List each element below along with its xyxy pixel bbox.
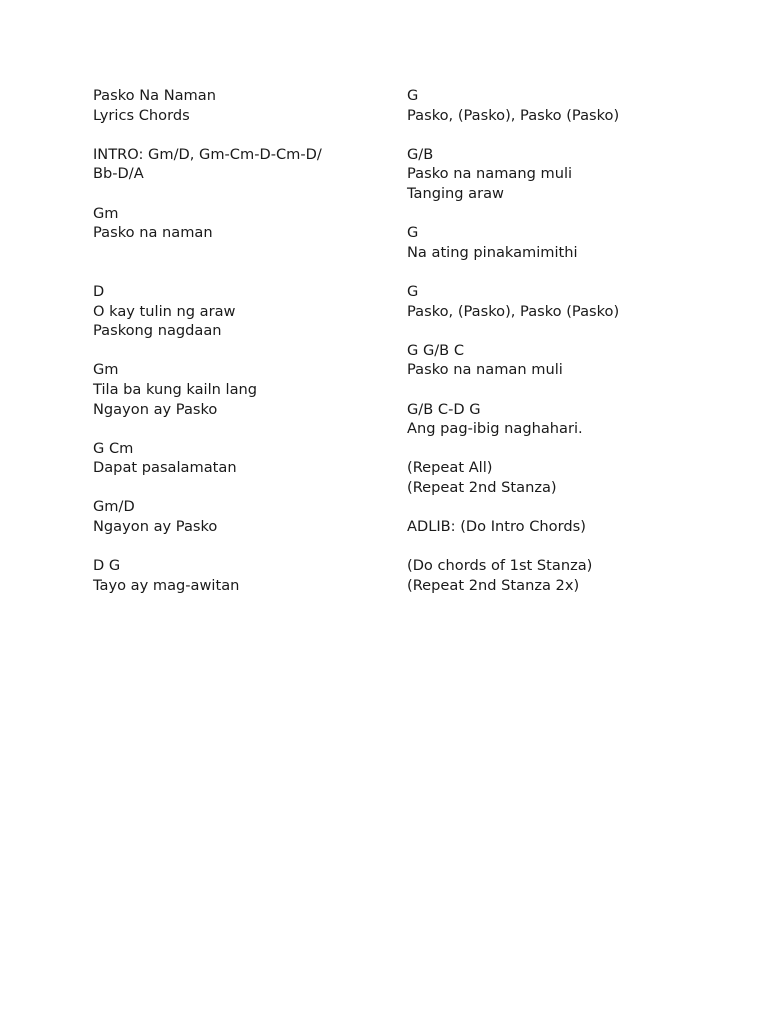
text-line: G/B bbox=[407, 145, 434, 163]
text-line: G/B C-D G bbox=[407, 400, 481, 418]
text-line: (Do chords of 1st Stanza) bbox=[407, 557, 593, 575]
text-line: Lyrics Chords bbox=[93, 106, 190, 124]
text-line: Tanging araw bbox=[407, 184, 504, 202]
blank-line bbox=[407, 321, 727, 341]
blank-line bbox=[407, 262, 727, 282]
blank-line bbox=[93, 478, 383, 498]
text-line: Pasko na naman muli bbox=[407, 361, 563, 379]
blank-line bbox=[93, 262, 383, 282]
blank-line bbox=[407, 537, 727, 557]
blank-line bbox=[407, 204, 727, 224]
text-line: G G/B C bbox=[407, 341, 465, 359]
text-line: Pasko na naman bbox=[93, 224, 213, 242]
blank-line bbox=[407, 125, 727, 145]
blank-line bbox=[93, 341, 383, 361]
text-line: Pasko, (Pasko), Pasko (Pasko) bbox=[407, 106, 620, 124]
text-line: D bbox=[93, 282, 105, 300]
blank-line bbox=[93, 537, 383, 557]
text-line: Gm/D bbox=[93, 498, 135, 516]
blank-line bbox=[93, 184, 383, 204]
text-line: Na ating pinakamimithi bbox=[407, 243, 578, 261]
text-line: Tayo ay mag-awitan bbox=[93, 576, 240, 594]
text-line: (Repeat 2nd Stanza) bbox=[407, 478, 557, 496]
left-column bbox=[93, 86, 383, 595]
text-line: O kay tulin ng araw bbox=[93, 302, 236, 320]
text-line: Ang pag-ibig naghahari. bbox=[407, 420, 583, 438]
blank-line bbox=[407, 497, 727, 517]
text-line: G bbox=[407, 282, 419, 300]
text-line: Tila ba kung kailn lang bbox=[93, 380, 258, 398]
text-line: INTRO: Gm/D, Gm-Cm-D-Cm-D/ bbox=[93, 145, 322, 163]
text-line: Dapat pasalamatan bbox=[93, 459, 237, 477]
text-line: (Repeat 2nd Stanza 2x) bbox=[407, 576, 580, 594]
text-line: Pasko na namang muli bbox=[407, 165, 573, 183]
text-line: G bbox=[407, 224, 419, 242]
text-line: Gm bbox=[93, 204, 119, 222]
blank-line bbox=[93, 243, 383, 263]
blank-line bbox=[93, 125, 383, 145]
text-line: Gm bbox=[93, 361, 119, 379]
text-line: Paskong nagdaan bbox=[93, 322, 222, 340]
text-line: G bbox=[407, 87, 419, 104]
text-line: ADLIB: (Do Intro Chords) bbox=[407, 518, 586, 536]
text-line: G Cm bbox=[93, 439, 134, 457]
text-line: (Repeat All) bbox=[407, 459, 493, 477]
right-column bbox=[407, 86, 727, 595]
text-line: Ngayon ay Pasko bbox=[93, 400, 218, 418]
blank-line bbox=[407, 380, 727, 400]
blank-line bbox=[93, 419, 383, 439]
blank-line bbox=[407, 439, 727, 459]
text-line: Ngayon ay Pasko bbox=[93, 518, 218, 536]
text-line: Pasko Na Naman bbox=[93, 87, 216, 104]
text-line: Pasko, (Pasko), Pasko (Pasko) bbox=[407, 302, 620, 320]
text-line: D G bbox=[93, 557, 121, 575]
text-line: Bb-D/A bbox=[93, 165, 144, 183]
